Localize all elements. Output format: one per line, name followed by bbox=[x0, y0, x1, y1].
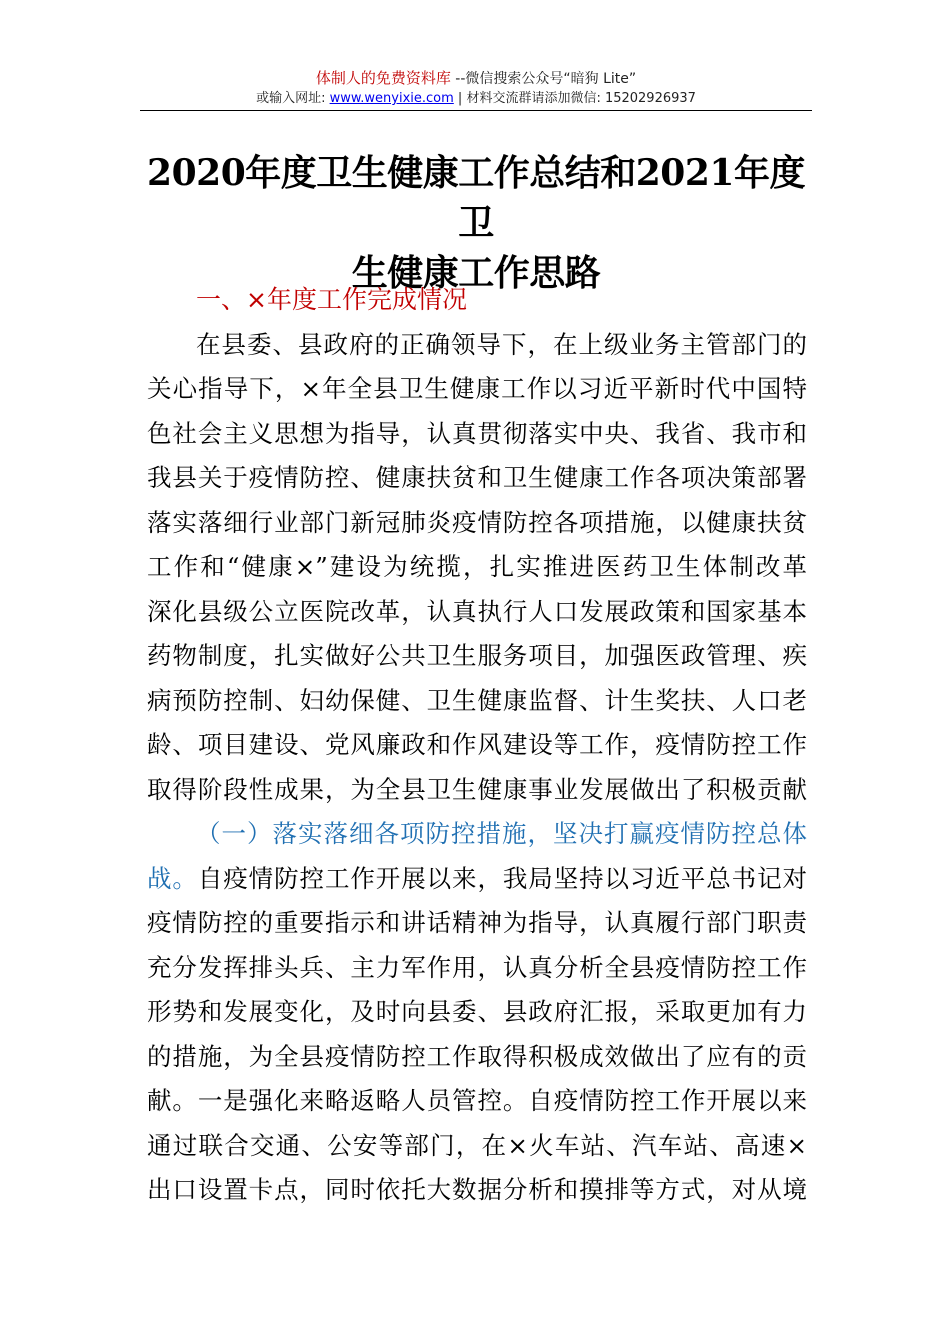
paragraph-line: 形势和发展变化，及时向县委、县政府汇报，采取更加有力 bbox=[147, 997, 807, 1026]
page-header bbox=[140, 68, 812, 109]
title-line-2: 生健康工作思路 bbox=[351, 252, 601, 294]
paragraph-line: 色社会主义思想为指导，认真贯彻落实中央、我省、我市和 bbox=[147, 418, 807, 448]
paragraph-line: 的措施，为全县疫情防控工作取得积极成效做出了应有的贡 bbox=[147, 1041, 807, 1071]
subsection-heading-end: 战。 bbox=[147, 863, 198, 893]
header-url-link[interactable]: www.wenyixie.com bbox=[329, 91, 454, 106]
header-line-2 bbox=[140, 89, 812, 109]
document-body bbox=[147, 278, 807, 1213]
header-line-1 bbox=[140, 68, 812, 89]
paragraph-line: 工作和“健康×”建设为统揽，扎实推进医药卫生体制改革 bbox=[147, 552, 807, 581]
paragraph-line: 疫情防控的重要指示和讲话精神为指导，认真履行部门职责 bbox=[147, 908, 807, 937]
paragraph-line: 充分发挥排头兵、主力军作用，认真分析全县疫情防控工作 bbox=[147, 952, 807, 982]
header-brand: 体制人的免费资料库 bbox=[315, 69, 451, 87]
paragraph-text: 自疫情防控工作开展以来，我局坚持以习近平总书记对 bbox=[197, 863, 808, 893]
header-suffix: | 材料交流群请添加微信: 15202926937 bbox=[453, 91, 696, 106]
paragraph-line: 出口设置卡点，同时依托大数据分析和摸排等方式，对从境 bbox=[147, 1175, 807, 1204]
paragraph-line: 落实落细行业部门新冠肺炎疫情防控各项措施，以健康扶贫 bbox=[147, 507, 807, 537]
paragraph-line: 龄、项目建设、党风廉政和作风建设等工作，疫情防控工作 bbox=[147, 730, 807, 759]
header-prefix: 或输入网址: bbox=[256, 91, 330, 106]
title-line-1: 2020年度卫生健康工作总结和2021年度卫 bbox=[147, 152, 805, 244]
paragraph-line: 药物制度，扎实做好公共卫生服务项目，加强医政管理、疾 bbox=[147, 641, 807, 670]
subsection-heading: （一）落实落细各项防控措施，坚决打赢疫情防控总体 bbox=[196, 819, 807, 848]
paragraph-line: 献。一是强化来略返略人员管控。自疫情防控工作开展以来 bbox=[147, 1086, 807, 1115]
paragraph-line: 病预防控制、妇幼保健、卫生健康监督、计生奖扶、人口老 bbox=[147, 685, 807, 715]
paragraph-line: 在县委、县政府的正确领导下，在上级业务主管部门的 bbox=[196, 329, 807, 359]
paragraph-line: 深化县级公立医院改革，认真执行人口发展政策和国家基本 bbox=[147, 596, 807, 626]
section-heading: 一、×年度工作完成情况 bbox=[196, 285, 467, 314]
paragraph-line: 通过联合交通、公安等部门，在×火车站、汽车站、高速× bbox=[147, 1130, 807, 1160]
header-divider bbox=[140, 110, 812, 111]
paragraph-line: 我县关于疫情防控、健康扶贫和卫生健康工作各项决策部署 bbox=[147, 463, 807, 492]
document-title bbox=[140, 148, 812, 298]
header-brand-suffix: --微信搜索公众号“暗狗 Lite” bbox=[450, 71, 637, 87]
paragraph-line bbox=[147, 857, 807, 902]
paragraph-line: 关心指导下，×年全县卫生健康工作以习近平新时代中国特 bbox=[147, 374, 807, 403]
paragraph-line: 取得阶段性成果，为全县卫生健康事业发展做出了积极贡献 bbox=[147, 774, 807, 804]
